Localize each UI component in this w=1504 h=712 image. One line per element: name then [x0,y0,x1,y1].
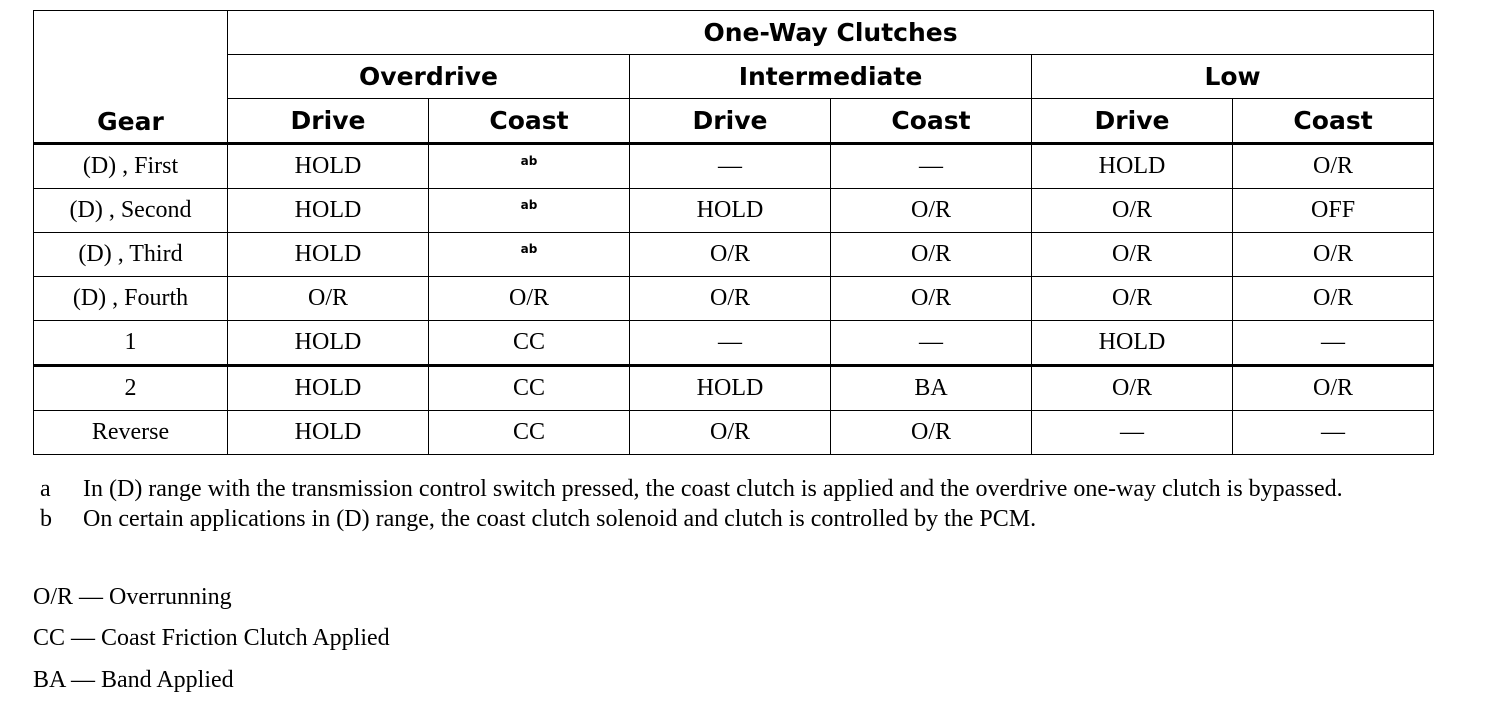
low-header: Low [1032,55,1434,99]
legend-coast-clutch: CC — Coast Friction Clutch Applied [33,625,390,651]
footnote-b [40,504,1440,534]
one-way-clutches-header: One-Way Clutches [228,11,1434,55]
value-cell: O/R [228,277,429,321]
gear-cell: 1 [34,321,228,366]
value-cell: HOLD [228,321,429,366]
value-cell: O/R [1233,233,1434,277]
value-cell: O/R [1032,189,1233,233]
value-cell: O/R [1233,366,1434,411]
footnote-ref: ab [520,154,538,168]
value-cell: HOLD [1032,144,1233,189]
value-cell: HOLD [228,366,429,411]
value-cell: O/R [630,411,831,455]
value-cell: O/R [1233,144,1434,189]
intermediate-drive-header: Drive [630,99,831,144]
value-cell: — [630,144,831,189]
overdrive-header: Overdrive [228,55,630,99]
overdrive-coast-header: Coast [429,99,630,144]
value-cell: CC [429,411,630,455]
footnote-tag: a [40,476,51,502]
value-cell: — [630,321,831,366]
value-cell: — [1233,321,1434,366]
value-cell: O/R [831,233,1032,277]
value-cell: HOLD [228,233,429,277]
value-cell: O/R [1032,366,1233,411]
value-cell [429,144,630,189]
table-row [34,277,1434,321]
value-cell [429,233,630,277]
legend-band-applied: BA — Band Applied [33,667,234,693]
table-row [34,366,1434,411]
low-drive-header: Drive [1032,99,1233,144]
footnotes [40,474,1440,534]
value-cell: O/R [1032,277,1233,321]
footnote-text: On certain applications in (D) range, the coast clutch solenoid and clutch is controlled by the PCM. [83,506,1037,532]
intermediate-header: Intermediate [630,55,1032,99]
value-cell: BA [831,366,1032,411]
intermediate-coast-header: Coast [831,99,1032,144]
value-cell: O/R [1032,233,1233,277]
table-row [34,144,1434,189]
value-cell: O/R [831,411,1032,455]
table-row [34,411,1434,455]
overdrive-drive-header: Drive [228,99,429,144]
value-cell: — [1032,411,1233,455]
value-cell: O/R [1233,277,1434,321]
gear-cell: Reverse [34,411,228,455]
footnote-ref: ab [520,242,538,256]
value-cell: HOLD [228,144,429,189]
value-cell: O/R [630,233,831,277]
value-cell: O/R [630,277,831,321]
value-cell: HOLD [630,189,831,233]
value-cell: — [1233,411,1434,455]
table-row [34,189,1434,233]
gear-cell: 2 [34,366,228,411]
gear-cell: (D) , Third [34,233,228,277]
one-way-clutch-table [33,10,1434,455]
footnote-tag: b [40,506,52,532]
value-cell: CC [429,321,630,366]
footnote-a [40,474,1440,504]
value-cell: HOLD [228,189,429,233]
value-cell: HOLD [1032,321,1233,366]
value-cell: O/R [831,277,1032,321]
footnote-text: In (D) range with the transmission control switch pressed, the coast clutch is applied and the overdrive one-way clutch is bypassed. [83,476,1343,502]
value-cell: — [831,321,1032,366]
value-cell: HOLD [630,366,831,411]
value-cell: CC [429,366,630,411]
gear-cell: (D) , First [34,144,228,189]
value-cell: O/R [429,277,630,321]
value-cell: — [831,144,1032,189]
gear-cell: (D) , Fourth [34,277,228,321]
gear-column-header: Gear [34,11,228,144]
footnote-ref: ab [520,198,538,212]
value-cell: O/R [831,189,1032,233]
legend-overrunning: O/R — Overrunning [33,584,232,610]
low-coast-header: Coast [1233,99,1434,144]
value-cell [429,189,630,233]
table-row [34,321,1434,366]
table-row [34,233,1434,277]
value-cell: HOLD [228,411,429,455]
value-cell: OFF [1233,189,1434,233]
gear-cell: (D) , Second [34,189,228,233]
